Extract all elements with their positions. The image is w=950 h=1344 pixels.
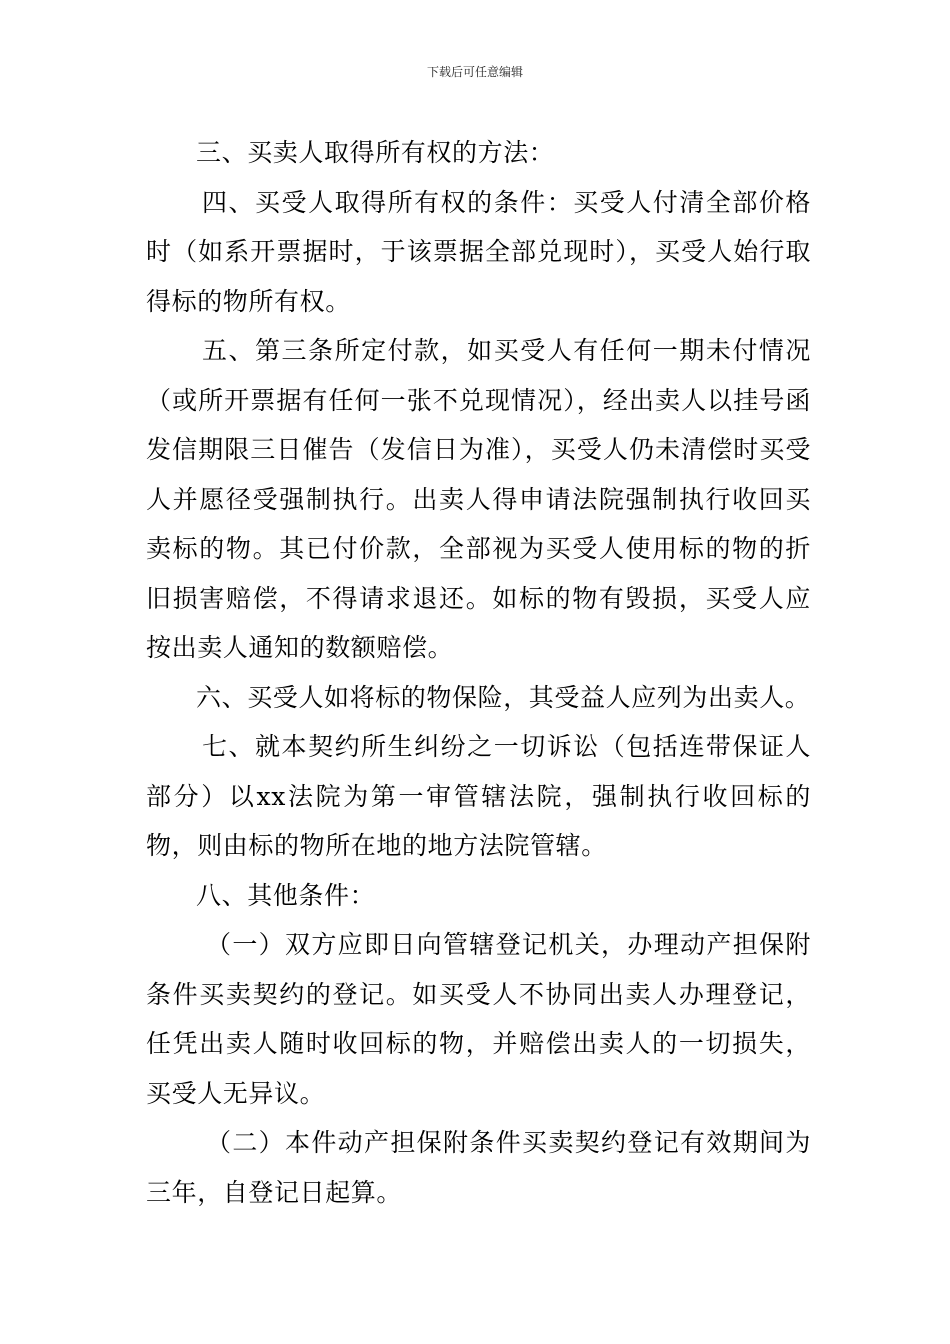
page-header: 下载后可任意编辑 (426, 65, 523, 79)
clause-7-jurisdiction: 七、就本契约所生纠纷之一切诉讼（包括连带保证人部分）以xx法院为第一审管辖法院，强制执行收回标的物，则由标的物所在地的地方法院管辖。 (146, 732, 811, 860)
clause-6-insurance: 六、买受人如将标的物保险，其受益人应列为出卖人。 (196, 682, 811, 712)
sub-clause-2-validity-period: （二）本件动产担保附条件买卖契约登记有效期间为三年，自登记日起算。 (146, 1128, 811, 1207)
document-body (146, 128, 811, 1217)
clause-5-payment-default: 五、第三条所定付款，如买受人有任何一期未付情况（或所开票据有任何一张不兑现情况），经出卖人以挂号函发信期限三日催告（发信日为准），买受人仍未清偿时买受人并愿径受强制执行。出卖人得申请法院强制执行收回买卖标的物。其已付价款，全部视为买受人使用标的物的折旧损害赔偿，不得请求退还。如标的物有毁损，买受人应按出卖人通知的数额赔偿。 (146, 336, 811, 662)
clause-3-method-of-ownership: 三、买卖人取得所有权的方法： (196, 138, 555, 167)
clause-8-other-conditions: 八、其他条件： (196, 880, 376, 910)
sub-clause-1-registration: （一）双方应即日向管辖登记机关，办理动产担保附条件买卖契约的登记。如买受人不协同出卖人办理登记，任凭出卖人随时收回标的物，并赔偿出卖人的一切损失，买受人无异议。 (146, 930, 811, 1108)
clause-4-ownership-conditions: 四、买受人取得所有权的条件：买受人付清全部价格时（如系开票据时，于该票据全部兑现时），买受人始行取得标的物所有权。 (146, 187, 811, 316)
